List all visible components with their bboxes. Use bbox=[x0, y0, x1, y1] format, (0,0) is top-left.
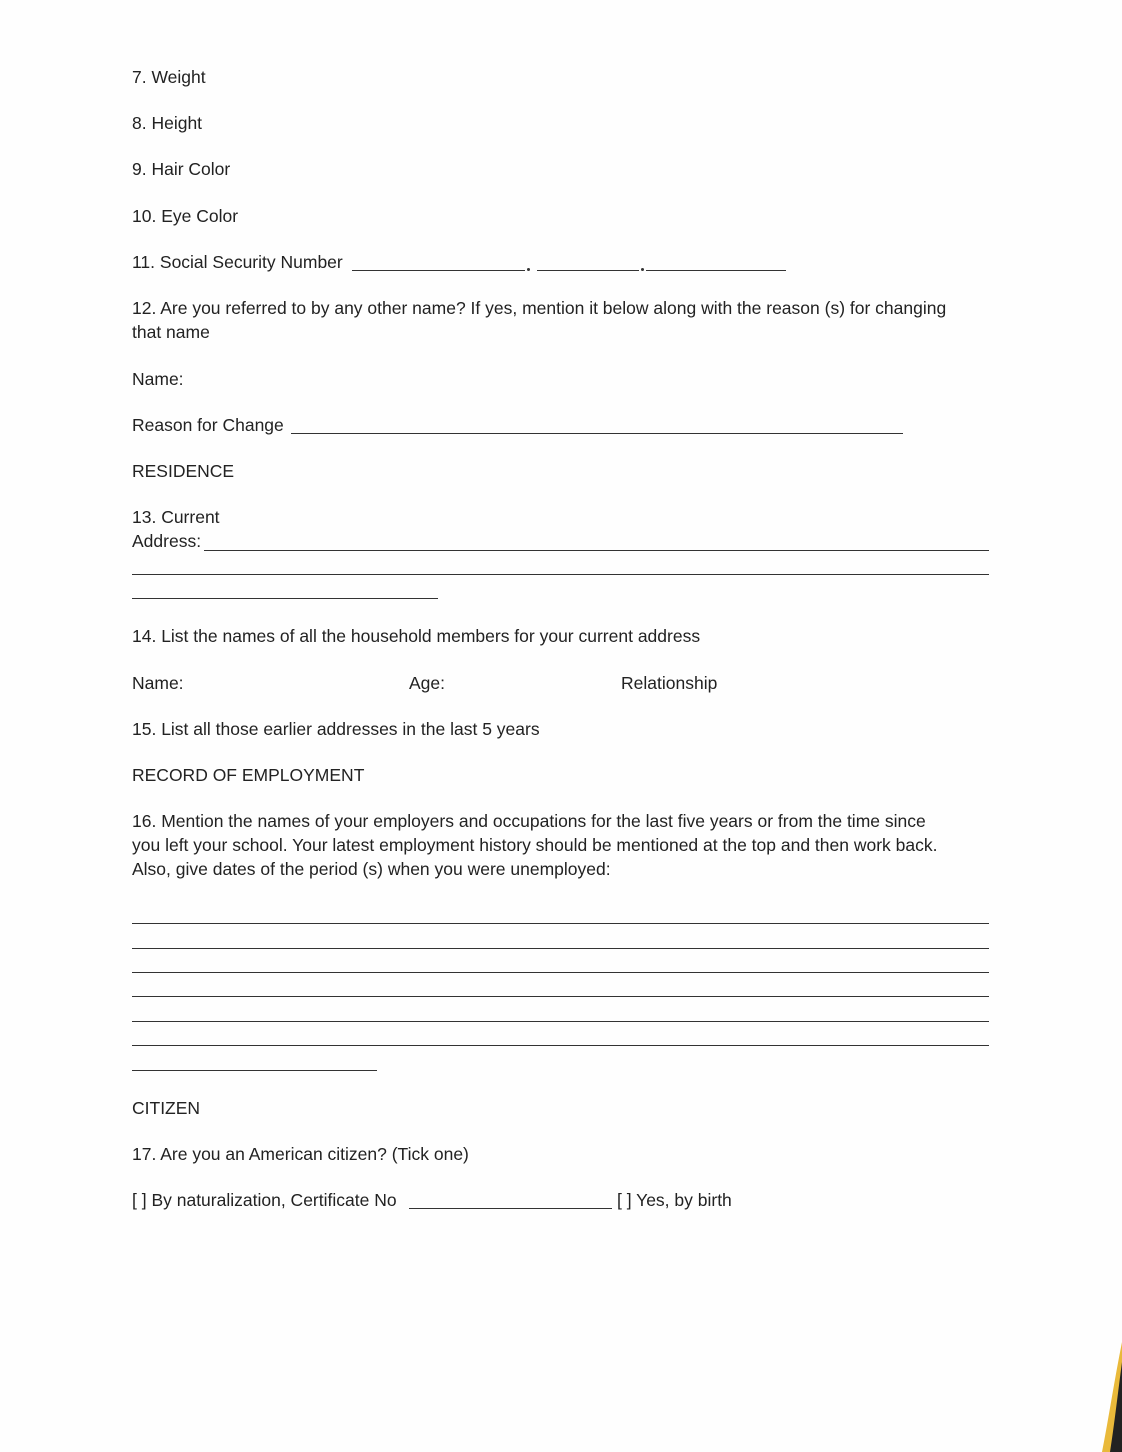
reason-for-change-label: Reason for Change bbox=[132, 415, 284, 435]
question-height: 8. Height bbox=[132, 113, 203, 133]
ssn-separator-dot bbox=[527, 268, 530, 271]
question-ssn: 11. Social Security Number bbox=[132, 252, 343, 272]
current-address-field-line1[interactable] bbox=[204, 550, 989, 551]
section-heading-employment: RECORD OF EMPLOYMENT bbox=[132, 765, 365, 785]
ssn-field-part1[interactable] bbox=[352, 270, 525, 271]
option-yes-by-birth[interactable]: [ ] Yes, by birth bbox=[617, 1190, 732, 1210]
ssn-separator-dot bbox=[641, 268, 644, 271]
employment-field-line[interactable] bbox=[132, 923, 989, 924]
employment-field-line[interactable] bbox=[132, 972, 989, 973]
employment-field-line[interactable] bbox=[132, 1021, 989, 1022]
question-hair-color: 9. Hair Color bbox=[132, 159, 231, 179]
question-current-address-line1: 13. Current bbox=[132, 507, 220, 527]
question-employers-line1: 16. Mention the names of your employers and occupations for the last five years or from the time since bbox=[132, 811, 926, 831]
section-heading-citizen: CITIZEN bbox=[132, 1098, 201, 1118]
option-naturalization[interactable]: [ ] By naturalization, Certificate No bbox=[132, 1190, 397, 1210]
household-name-label: Name: bbox=[132, 673, 184, 693]
household-age-label: Age: bbox=[409, 673, 445, 693]
question-american-citizen: 17. Are you an American citizen? (Tick one) bbox=[132, 1144, 469, 1164]
question-other-name-line2: that name bbox=[132, 322, 210, 342]
question-weight: 7. Weight bbox=[132, 67, 206, 87]
question-earlier-addresses: 15. List all those earlier addresses in the last 5 years bbox=[132, 719, 540, 739]
question-household-members: 14. List the names of all the household members for your current address bbox=[132, 626, 701, 646]
employment-field-line[interactable] bbox=[132, 948, 989, 949]
question-employers-line3: Also, give dates of the period (s) when you were unemployed: bbox=[132, 859, 611, 879]
page-curl-decoration bbox=[1092, 1342, 1122, 1452]
ssn-field-part2[interactable] bbox=[537, 270, 639, 271]
question-eye-color: 10. Eye Color bbox=[132, 206, 239, 226]
employment-field-line[interactable] bbox=[132, 1045, 989, 1046]
question-current-address-line2: Address: bbox=[132, 531, 202, 551]
reason-for-change-field[interactable] bbox=[291, 433, 903, 434]
section-heading-residence: RESIDENCE bbox=[132, 461, 235, 481]
employment-field-line[interactable] bbox=[132, 1070, 377, 1071]
ssn-field-part3[interactable] bbox=[646, 270, 786, 271]
question-other-name-line1: 12. Are you referred to by any other name? If yes, mention it below along with the reason (s) for changing bbox=[132, 298, 947, 318]
other-name-label: Name: bbox=[132, 369, 184, 389]
household-relationship-label: Relationship bbox=[621, 673, 718, 693]
certificate-number-field[interactable] bbox=[409, 1208, 612, 1209]
current-address-field-line2[interactable] bbox=[132, 574, 989, 575]
current-address-field-line3[interactable] bbox=[132, 598, 438, 599]
question-employers-line2: you left your school. Your latest employment history should be mentioned at the top and then work back. bbox=[132, 835, 938, 855]
employment-field-line[interactable] bbox=[132, 996, 989, 997]
